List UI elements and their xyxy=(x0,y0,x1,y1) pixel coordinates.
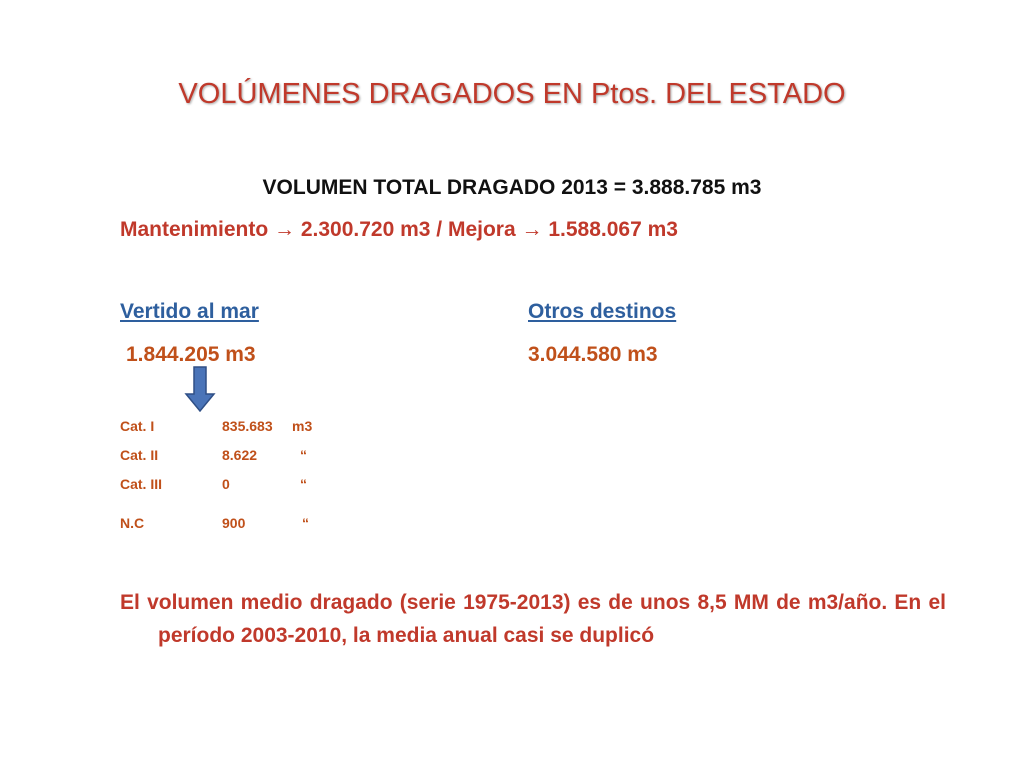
category-name: Cat. I xyxy=(120,418,155,434)
category-value: 900 xyxy=(222,515,246,531)
category-unit: m3 xyxy=(292,418,313,434)
vertido-value: 1.844.205 m3 xyxy=(126,343,256,366)
improvement-value: 1.588.067 m3 xyxy=(548,218,678,241)
slide-title: VOLÚMENES DRAGADOS EN Ptos. DEL ESTADO xyxy=(178,78,846,110)
otros-destinos-heading: Otros destinos xyxy=(528,300,677,323)
otros-destinos-value: 3.044.580 m3 xyxy=(528,343,658,366)
category-name: Cat. III xyxy=(120,476,163,492)
maintenance-value: 2.300.720 m3 xyxy=(300,218,431,241)
improvement-label: Mejora → xyxy=(447,218,549,241)
maintenance-improvement-line xyxy=(120,218,678,242)
total-volume-line: VOLUMEN TOTAL DRAGADO 2013 = 3.888.785 m3 xyxy=(262,176,762,199)
category-value: 0 xyxy=(222,476,230,492)
summary-paragraph: El volumen medio dragado (serie 1975-2013) es de unos 8,5 MM de m3/año. En el período 2003-2010, la media anual casi se duplicó xyxy=(120,591,946,647)
category-name: Cat. II xyxy=(120,447,159,463)
category-value: 8.622 xyxy=(222,447,258,463)
category-name: N.C xyxy=(120,515,145,531)
separator: / xyxy=(430,218,448,241)
category-unit: “ xyxy=(302,515,309,531)
down-arrow-icon xyxy=(184,366,216,412)
vertido-heading: Vertido al mar xyxy=(120,300,259,323)
category-value: 835.683 xyxy=(222,418,273,434)
category-unit: “ xyxy=(300,447,307,463)
maintenance-label: Mantenimiento → xyxy=(120,218,301,241)
category-unit: “ xyxy=(300,476,307,492)
